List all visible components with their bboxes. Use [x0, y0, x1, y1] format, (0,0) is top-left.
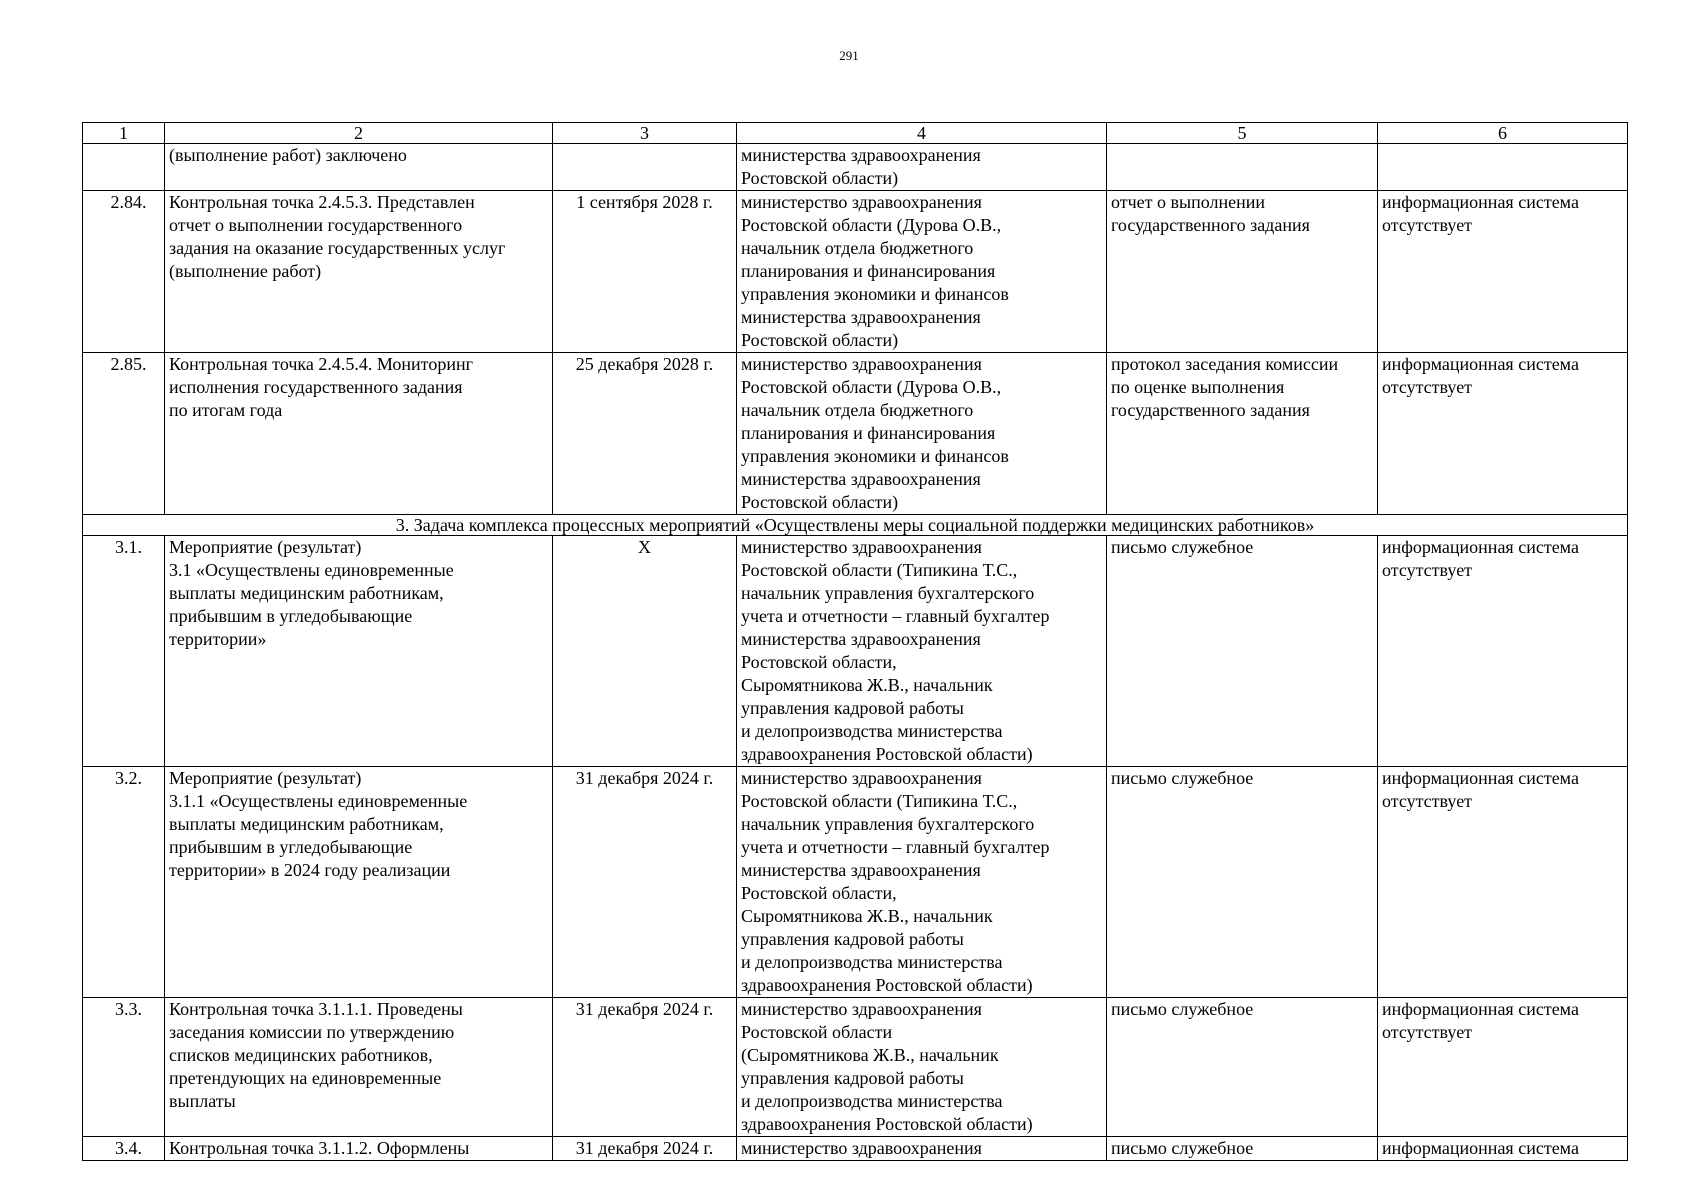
row-document: письмо служебное — [1107, 998, 1378, 1137]
page-number: 291 — [839, 48, 859, 63]
row-date: 25 декабря 2028 г. — [553, 353, 737, 515]
column-number: 6 — [1378, 123, 1628, 144]
column-number-row — [83, 123, 1628, 144]
row-date: 1 сентября 2028 г. — [553, 191, 737, 353]
row-date: 31 декабря 2024 г. — [553, 998, 737, 1137]
row-system: информационная система отсутствует — [1378, 536, 1628, 767]
plan-table — [82, 122, 1628, 1161]
row-number: 3.3. — [83, 998, 165, 1137]
row-document — [1107, 144, 1378, 191]
row-number: 3.4. — [83, 1137, 165, 1161]
row-name: Контрольная точка 3.1.1.2. Оформлены — [165, 1137, 553, 1161]
row-document: письмо служебное — [1107, 767, 1378, 998]
column-number: 2 — [165, 123, 553, 144]
row-system: информационная система отсутствует — [1378, 767, 1628, 998]
column-number: 5 — [1107, 123, 1378, 144]
row-name: Контрольная точка 2.4.5.4. Мониторинг исполнения государственного задания по итогам года — [165, 353, 553, 515]
row-responsible: министерство здравоохранения Ростовской области (Дурова О.В., начальник отдела бюджетного планирования и финансирования управления экономики и финансов министерства здравоохранения Ростовской области) — [737, 191, 1107, 353]
row-responsible: министерство здравоохранения — [737, 1137, 1107, 1161]
row-responsible: министерство здравоохранения Ростовской области (Типикина Т.С., начальник управления бухгалтерского учета и отчетности – главный бухгалтер министерства здравоохранения Ростовской области, Сыромятникова Ж.В., начальник управления кадровой работы и делопроизводства министерства здравоохранения Ростовской области) — [737, 767, 1107, 998]
row-name: Контрольная точка 2.4.5.3. Представлен отчет о выполнении государственного задания на оказание государственных услуг (выполнение работ) — [165, 191, 553, 353]
table-row — [83, 191, 1628, 353]
table-row — [83, 536, 1628, 767]
column-number: 3 — [553, 123, 737, 144]
table-row — [83, 353, 1628, 515]
row-name: (выполнение работ) заключено — [165, 144, 553, 191]
section-row — [83, 515, 1628, 536]
row-document: письмо служебное — [1107, 536, 1378, 767]
row-responsible: министерство здравоохранения Ростовской области (Сыромятникова Ж.В., начальник управления кадровой работы и делопроизводства министерства здравоохранения Ростовской области) — [737, 998, 1107, 1137]
row-date: 31 декабря 2024 г. — [553, 767, 737, 998]
row-document: протокол заседания комиссии по оценке выполнения государственного задания — [1107, 353, 1378, 515]
row-responsible: министерство здравоохранения Ростовской области (Дурова О.В., начальник отдела бюджетного планирования и финансирования управления экономики и финансов министерства здравоохранения Ростовской области) — [737, 353, 1107, 515]
row-document: письмо служебное — [1107, 1137, 1378, 1161]
row-name: Мероприятие (результат) 3.1.1 «Осуществлены единовременные выплаты медицинским работникам, прибывшим в угледобывающие территории» в 2024 году реализации — [165, 767, 553, 998]
row-name: Контрольная точка 3.1.1.1. Проведены заседания комиссии по утверждению списков медицинских работников, претендующих на единовременные выплаты — [165, 998, 553, 1137]
column-number: 4 — [737, 123, 1107, 144]
row-number: 3.1. — [83, 536, 165, 767]
row-number: 2.84. — [83, 191, 165, 353]
row-responsible: министерства здравоохранения Ростовской области) — [737, 144, 1107, 191]
column-number: 1 — [83, 123, 165, 144]
row-system: информационная система отсутствует — [1378, 353, 1628, 515]
row-name: Мероприятие (результат) 3.1 «Осуществлены единовременные выплаты медицинским работникам, прибывшим в угледобывающие территории» — [165, 536, 553, 767]
table-row — [83, 998, 1628, 1137]
row-number: 3.2. — [83, 767, 165, 998]
table-row — [83, 144, 1628, 191]
table-row — [83, 767, 1628, 998]
row-responsible: министерство здравоохранения Ростовской области (Типикина Т.С., начальник управления бухгалтерского учета и отчетности – главный бухгалтер министерства здравоохранения Ростовской области, Сыромятникова Ж.В., начальник управления кадровой работы и делопроизводства министерства здравоохранения Ростовской области) — [737, 536, 1107, 767]
section-title: 3. Задача комплекса процессных мероприятий «Осуществлены меры социальной поддержки медицинских работников» — [83, 515, 1628, 536]
row-date — [553, 144, 737, 191]
table-row — [83, 1137, 1628, 1161]
row-system: информационная система отсутствует — [1378, 998, 1628, 1137]
row-number: 2.85. — [83, 353, 165, 515]
row-date: X — [553, 536, 737, 767]
row-system: информационная система — [1378, 1137, 1628, 1161]
row-system — [1378, 144, 1628, 191]
row-system: информационная система отсутствует — [1378, 191, 1628, 353]
row-date: 31 декабря 2024 г. — [553, 1137, 737, 1161]
row-number — [83, 144, 165, 191]
row-document: отчет о выполнении государственного задания — [1107, 191, 1378, 353]
